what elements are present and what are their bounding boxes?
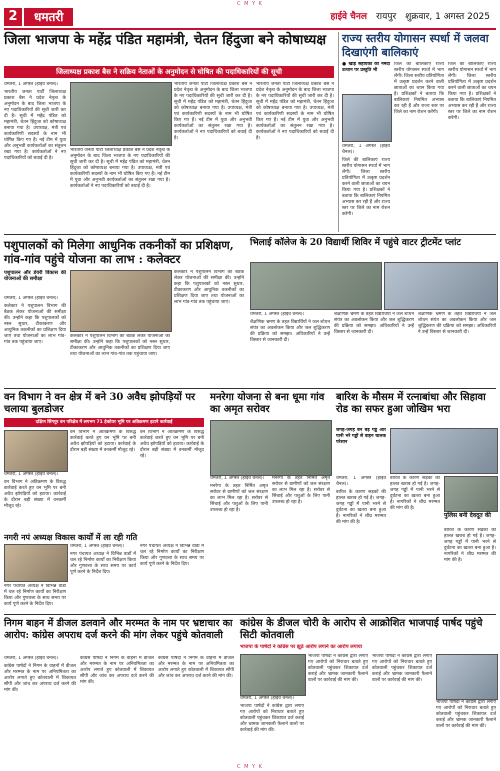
- story3-body: कलेक्टर ने पशुपालन विभाग की बैठक लेकर योजनाओं की समीक्षा की। उन्होंने कहा कि पशुपालकों को नस्ल सुधार, टीकाकरण और आधुनिक तकनीकों का प्रशिक्षण दिया जाए तथा योजनाओं का लाभ गांव-गांव तक पहुंचाया जाए।: [4, 304, 66, 345]
- divider: [4, 388, 496, 389]
- story10-body-3: भाजपा पार्षदों ने कांग्रेस द्वारा लगाए गए आरोपों को निराधार बताते हुए कोतवाली पहुंचकर शिकायत दर्ज कराई और भ्रामक जानकारी फैलाने वालों पर कार्रवाई की मांग की।: [372, 654, 432, 683]
- story8-byline: धमतरी, 1 अगस्त (हाईवे चैनल)।: [70, 544, 125, 549]
- story8-col0: [4, 584, 66, 610]
- story5-body-2: वन विभाग ने अतिक्रमण के विरुद्ध कार्रवाई करते हुए वन भूमि पर बनी अवैध झोपड़ियों को हटाया। कार्रवाई के दौरान बड़ी संख्या में वनकर्मी मौजूद रहे।: [70, 430, 136, 453]
- story3-col3: [174, 270, 244, 384]
- story7-col1: [336, 476, 386, 610]
- story1-headline: जिला भाजपा के महेंद्र पंडित महामंत्री, चेतन हिंदुजा बने कोषाध्यक्ष: [4, 32, 327, 48]
- story2-photo: [342, 94, 392, 142]
- story10-col3: [372, 654, 432, 762]
- city: रायपुर: [376, 12, 397, 22]
- date: शुक्रवार, 1 अगस्त 2025: [405, 12, 490, 22]
- story7-body: बारिश के कारण सड़कों की हालत खराब हो गई है। जगह-जगह गड्ढों में पानी भरने से दुर्घटना का खतरा बना हुआ है। नागरिकों ने शीघ्र मरम्मत की मांग की है।: [336, 490, 386, 525]
- story5-body-3: वन विभाग ने अतिक्रमण के विरुद्ध कार्रवाई करते हुए वन भूमि पर बनी अवैध झोपड़ियों को हटाया। कार्रवाई के दौरान बड़ी संख्या में वनकर्मी मौजूद रहे।: [140, 430, 204, 459]
- story4-headline: भिलाई कॉलेज के 20 विद्यार्थी शिविर में पहुंचे वाटर ट्रीटमेंट प्लांट: [250, 238, 461, 248]
- story5-subhead: दक्षिण सिंगपुर वन परिक्षेत्र में लगभग 71 हेक्टेयर भूमि पर अतिक्रमण हटाने कार्रवाई: [4, 418, 204, 427]
- story6-body-2: मनरेगा के तहत निर्मित अमृत सरोवर से ग्रामीणों को जल संरक्षण का लाभ मिल रहा है। सरोवर से सिंचाई और पशुओं के लिए पानी उपलब्ध हो रहा है।: [272, 476, 330, 505]
- story8-col2: [140, 544, 204, 610]
- story10-subhead: भाजपा के पार्षदों ने कांग्रेस पर झूठे आरोप लगाने का आरोप लगाया: [240, 644, 362, 650]
- divider: [4, 614, 496, 615]
- story1-col4: [256, 82, 334, 230]
- story9-col2: [80, 656, 154, 762]
- story7-col2: [390, 476, 440, 610]
- story8-headline: नगरी नपं अध्यक्ष विकास कार्यों में ला रही गति: [4, 532, 138, 542]
- story10-col2: [308, 654, 368, 762]
- story1-body-4: भारतीय जनता पार्टी जिलाध्यक्ष प्रकाश बैस ने प्रदेश नेतृत्व के अनुमोदन के बाद जिला भाजपा के नए पदाधिकारियों की सूची जारी कर दी है। सूची में महेंद्र पंडित को महामंत्री, चेतन हिंदुजा को कोषाध्यक्ष बनाया गया है। उपाध्यक्ष, मंत्री एवं कार्यकारिणी सदस्यों के नाम भी घोषित किए गए हैं। नई टीम में युवा और अनुभवी कार्यकर्ताओं का संतुलन रखा गया है। कार्यकर्ताओं ने नए पदाधिकारियों को बधाई दी है।: [256, 82, 334, 141]
- story6-byline: धमतरी, 1 अगस्त (हाईवे चैनल)।: [210, 476, 265, 481]
- story8-body-2: नगर पंचायत अध्यक्ष ने विभिन्न वार्डों में चल रहे निर्माण कार्यों का निरीक्षण किया और गुणवत्ता के साथ समय पर कार्य पूर्ण करने के निर्देश दिए।: [140, 544, 204, 567]
- page-number: 2: [4, 8, 22, 26]
- story2-body: जिले की बालिकाएं राज्य स्तरीय योगासन स्पर्धा में भाग लेंगी। जिला स्तरीय प्रतियोगिता में उत्कृष्ट प्रदर्शन करने वाली छात्राओं का चयन किया गया है। प्रशिक्षकों ने बताया कि बालिकाएं नियमित अभ्यास कर रही हैं और राज्य स्तर पर जिले का नाम रोशन करेंगी।: [342, 158, 390, 217]
- story7-inset-title: पुलिस बनी देवदूत की: [444, 512, 491, 519]
- story5-body: वन विभाग ने अतिक्रमण के विरुद्ध कार्रवाई करते हुए वन भूमि पर बनी अवैध झोपड़ियों को हटाया। कार्रवाई के दौरान बड़ी संख्या में वनकर्मी मौजूद रहे।: [4, 480, 66, 509]
- story6-headline: मनरेगा योजना से बना धूमा गांव का अमृत सरोवर: [210, 392, 325, 415]
- cmyk-marker-top: C M Y K: [237, 1, 263, 7]
- story6-col1: [210, 476, 268, 610]
- story2-subhead: ● खाड़ सहायकों को नर्मदा उत्थान पर प्रस्तुति भी: [342, 62, 390, 73]
- story10-body-4: भाजपा पार्षदों ने कांग्रेस द्वारा लगाए गए आरोपों को निराधार बताते हुए कोतवाली पहुंचकर शिकायत दर्ज कराई और भ्रामक जानकारी फैलाने वालों पर कार्रवाई की मांग की।: [436, 700, 496, 729]
- story7-photo: [390, 428, 498, 474]
- story2-col3: [448, 62, 496, 230]
- story1-body-2: भारतीय जनता पार्टी जिलाध्यक्ष प्रकाश बैस ने प्रदेश नेतृत्व के अनुमोदन के बाद जिला भाजपा के नए पदाधिकारियों की सूची जारी कर दी है। सूची में महेंद्र पंडित को महामंत्री, चेतन हिंदुजा को कोषाध्यक्ष बनाया गया है। उपाध्यक्ष, मंत्री एवं कार्यकारिणी सदस्यों के नाम भी घोषित किए गए हैं। नई टीम में युवा और अनुभवी कार्यकर्ताओं का संतुलन रखा गया है। कार्यकर्ताओं ने नए पदाधिकारियों को बधाई दी है।: [70, 148, 170, 189]
- story2-col1: [342, 144, 390, 230]
- story10-body-2: भाजपा पार्षदों ने कांग्रेस द्वारा लगाए गए आरोपों को निराधार बताते हुए कोतवाली पहुंचकर शिकायत दर्ज कराई और भ्रामक जानकारी फैलाने वालों पर कार्रवाई की मांग की।: [308, 654, 368, 683]
- story10-headline: कांग्रेस के डीजल चोरी के आरोप से आक्रोशित भाजपाई पार्षद पहुंचे सिटी कोतवाली: [240, 618, 483, 641]
- story4-photo: [250, 262, 382, 310]
- brand-name: हाईवे चैनल: [330, 12, 367, 22]
- story7-body-3: बारिश के कारण सड़कों की हालत खराब हो गई है। जगह-जगह गड्ढों में पानी भरने से दुर्घटना का खतरा बना हुआ है। नागरिकों ने शीघ्र मरम्मत की मांग की है।: [444, 528, 496, 563]
- story3-subhead: पशुपालन और डेयरी विकास की योजनाओं की समीक्षा: [4, 270, 66, 282]
- story7-body-2: बारिश के कारण सड़कों की हालत खराब हो गई है। जगह-जगह गड्ढों में पानी भरने से दुर्घटना का खतरा बना हुआ है। नागरिकों ने शीघ्र मरम्मत की मांग की है।: [390, 476, 440, 511]
- story3-headline: पशुपालकों को मिलेगा आधुनिक तकनीकों का प्रशिक्षण, गांव-गांव पहुंचे योजना का लाभ : कलेक्टर: [4, 238, 234, 266]
- story8-body-3: नगर पंचायत अध्यक्ष ने विभिन्न वार्डों में चल रहे निर्माण कार्यों का निरीक्षण किया और गुणवत्ता के साथ समय पर कार्य पूर्ण करने के निर्देश दिए।: [4, 584, 66, 607]
- story8-body: नगर पंचायत अध्यक्ष ने विभिन्न वार्डों में चल रहे निर्माण कार्यों का निरीक्षण किया और गुणवत्ता के साथ समय पर कार्य पूर्ण करने के निर्देश दिए।: [70, 552, 136, 575]
- story1-photo: [70, 82, 172, 146]
- story5-headline: वन विभाग ने वन क्षेत्र में बने 30 अवैध झोपड़ियों पर चलाया बुलडोजर: [4, 392, 196, 415]
- story4-body-2: शैक्षणिक भ्रमण के तहत विद्यार्थियों ने जल शोधन संयंत्र का अवलोकन किया और जल शुद्धिकरण की प्रक्रिया को समझा। अधिकारियों ने उन्हें विस्तार से जानकारी दी।: [334, 312, 414, 335]
- story5-col3: [140, 430, 204, 528]
- story7-subhead: जगह-जगह बने बड़े गड्ढे और पानी भरे गड्ढों से वाहन चालक परेशान: [336, 428, 386, 445]
- column-divider: [338, 32, 339, 232]
- story7-byline: धमतरी, 1 अगस्त (हाईवे चैनल)।: [336, 476, 386, 487]
- story1-body: भारतीय जनता पार्टी जिलाध्यक्ष प्रकाश बैस ने प्रदेश नेतृत्व के अनुमोदन के बाद जिला भाजपा के नए पदाधिकारियों की सूची जारी कर दी है। सूची में महेंद्र पंडित को महामंत्री, चेतन हिंदुजा को कोषाध्यक्ष बनाया गया है। उपाध्यक्ष, मंत्री एवं कार्यकारिणी सदस्यों के नाम भी घोषित किए गए हैं। नई टीम में युवा और अनुभवी कार्यकर्ताओं का संतुलन रखा गया है। कार्यकर्ताओं ने नए पदाधिकारियों को बधाई दी है।: [4, 90, 66, 161]
- story3-col1: [4, 296, 66, 384]
- story10-photo: [240, 654, 306, 696]
- story1-col1: [4, 82, 66, 230]
- story1-col2: [70, 148, 170, 230]
- story6-body: मनरेगा के तहत निर्मित अमृत सरोवर से ग्रामीणों को जल संरक्षण का लाभ मिल रहा है। सरोवर से सिंचाई और पशुओं के लिए पानी उपलब्ध हो रहा है।: [210, 484, 268, 513]
- story2-body-3: जिले की बालिकाएं राज्य स्तरीय योगासन स्पर्धा में भाग लेंगी। जिला स्तरीय प्रतियोगिता में उत्कृष्ट प्रदर्शन करने वाली छात्राओं का चयन किया गया है। प्रशिक्षकों ने बताया कि बालिकाएं नियमित अभ्यास कर रही हैं और राज्य स्तर पर जिले का नाम रोशन करेंगी।: [448, 62, 496, 121]
- story3-body-3: कलेक्टर ने पशुपालन विभाग की बैठक लेकर योजनाओं की समीक्षा की। उन्होंने कहा कि पशुपालकों को नस्ल सुधार, टीकाकरण और आधुनिक तकनीकों का प्रशिक्षण दिया जाए तथा योजनाओं का लाभ गांव-गांव तक पहुंचाया जाए।: [174, 270, 244, 305]
- story10-byline: धमतरी, 1 अगस्त (हाईवे चैनल)।: [240, 696, 295, 701]
- story2-headline: राज्य स्तरीय योगासन स्पर्धा में जलवा दिखाएंगी बालिकाएं: [342, 32, 489, 59]
- story4-body: शैक्षणिक भ्रमण के तहत विद्यार्थियों ने जल शोधन संयंत्र का अवलोकन किया और जल शुद्धिकरण की प्रक्रिया को समझा। अधिकारियों ने उन्हें विस्तार से जानकारी दी।: [250, 320, 330, 343]
- divider: [4, 234, 496, 235]
- story9-body-3: कांग्रेस पार्षदों ने निगम के वाहनों में डीजल और मरम्मत के नाम पर अनियमितता का आरोप लगाते हुए कोतवाली में शिकायत सौंपी और जांच कर अपराध दर्ज करने की मांग की।: [158, 656, 234, 679]
- story7-headline: बारिश के मौसम में रत्नाबांधा और सिहावा रोड का सफर हुआ जोखिम भरा: [336, 392, 486, 415]
- story3-byline: धमतरी, 1 अगस्त (हाईवे चैनल)।: [4, 296, 59, 301]
- story5-col2: [70, 430, 136, 528]
- story8-photo: [4, 544, 68, 582]
- story4-col3: [418, 312, 496, 384]
- story1-subhead: जिलाध्यक्ष प्रकाश बैस ने सक्रिय नेताओं के अनुमोदन से घोषित की पदाधिकारियों की सूची: [4, 66, 334, 78]
- story7-inset-photo: [444, 476, 498, 512]
- story3-body-2: कलेक्टर ने पशुपालन विभाग की बैठक लेकर योजनाओं की समीक्षा की। उन्होंने कहा कि पशुपालकों को नस्ल सुधार, टीकाकरण और आधुनिक तकनीकों का प्रशिक्षण दिया जाए तथा योजनाओं का लाभ गांव-गांव तक पहुंचाया जाए।: [70, 334, 170, 357]
- story6-col2: [272, 476, 330, 610]
- story6-photo: [210, 420, 332, 476]
- story3-col2: [70, 334, 170, 384]
- story5-photo: [4, 430, 68, 472]
- brand-date: [331, 8, 491, 26]
- story1-body-3: भारतीय जनता पार्टी जिलाध्यक्ष प्रकाश बैस ने प्रदेश नेतृत्व के अनुमोदन के बाद जिला भाजपा के नए पदाधिकारियों की सूची जारी कर दी है। सूची में महेंद्र पंडित को महामंत्री, चेतन हिंदुजा को कोषाध्यक्ष बनाया गया है। उपाध्यक्ष, मंत्री एवं कार्यकारिणी सदस्यों के नाम भी घोषित किए गए हैं। नई टीम में युवा और अनुभवी कार्यकर्ताओं का संतुलन रखा गया है। कार्यकर्ताओं ने नए पदाधिकारियों को बधाई दी है।: [174, 82, 252, 141]
- story4-body-3: शैक्षणिक भ्रमण के तहत विद्यार्थियों ने जल शोधन संयंत्र का अवलोकन किया और जल शुद्धिकरण की प्रक्रिया को समझा। अधिकारियों ने उन्हें विस्तार से जानकारी दी।: [418, 312, 496, 335]
- story9-body-2: कांग्रेस पार्षदों ने निगम के वाहनों में डीजल और मरम्मत के नाम पर अनियमितता का आरोप लगाते हुए कोतवाली में शिकायत सौंपी और जांच कर अपराध दर्ज करने की मांग की।: [80, 656, 154, 685]
- story3-photo: [70, 270, 172, 332]
- story5-byline: धमतरी, 1 अगस्त (हाईवे चैनल)।: [4, 472, 59, 477]
- story10-body: भाजपा पार्षदों ने कांग्रेस द्वारा लगाए गए आरोपों को निराधार बताते हुए कोतवाली पहुंचकर शिकायत दर्ज कराई और भ्रामक जानकारी फैलाने वालों पर कार्रवाई की मांग की।: [240, 704, 304, 733]
- masthead: [4, 8, 496, 30]
- story1-byline: धमतरी, 1 अगस्त (हाईवे चैनल)।: [4, 82, 59, 87]
- story9-headline: निगम बाहन में डीजल डलवाने और मरम्मत के नाम पर भ्रष्टाचार का आरोप: कांग्रेस अपराध दर्ज करने की मांग लेकर पहुंचे कोतवाली: [4, 618, 233, 641]
- story1-col3: [174, 82, 252, 230]
- story9-byline: धमतरी, 1 अगस्त (हाईवे चैनल)।: [4, 656, 59, 661]
- story8-col1: [70, 544, 136, 610]
- story9-col1: [4, 656, 76, 762]
- story9-body: कांग्रेस पार्षदों ने निगम के वाहनों में डीजल और मरम्मत के नाम पर अनियमितता का आरोप लगाते हुए कोतवाली में शिकायत सौंपी और जांच कर अपराध दर्ज करने की मांग की।: [4, 664, 76, 693]
- story9-col3: [158, 656, 234, 762]
- story4-col1: [250, 312, 330, 384]
- section-title: धमतरी: [24, 8, 73, 26]
- story10-photo-2: [436, 654, 498, 700]
- story2-body-2: जिले की बालिकाएं राज्य स्तरीय योगासन स्पर्धा में भाग लेंगी। जिला स्तरीय प्रतियोगिता में उत्कृष्ट प्रदर्शन करने वाली छात्राओं का चयन किया गया है। प्रशिक्षकों ने बताया कि बालिकाएं नियमित अभ्यास कर रही हैं और राज्य स्तर पर जिले का नाम रोशन करेंगी।: [394, 62, 444, 115]
- story10-col4: [436, 700, 496, 762]
- cmyk-marker-bottom: C M Y K: [237, 764, 263, 770]
- story10-col1: [240, 696, 304, 762]
- story4-photo-2: [384, 262, 498, 310]
- story2-col2: [394, 62, 444, 230]
- story7-col3: [444, 528, 496, 610]
- story4-byline: धमतरी, 1 अगस्त (हाईवे चैनल)।: [250, 312, 305, 317]
- story2-byline: धमतरी, 1 अगस्त (हाईवे चैनल)।: [342, 144, 390, 155]
- story4-col2: [334, 312, 414, 384]
- story5-col1: [4, 472, 66, 528]
